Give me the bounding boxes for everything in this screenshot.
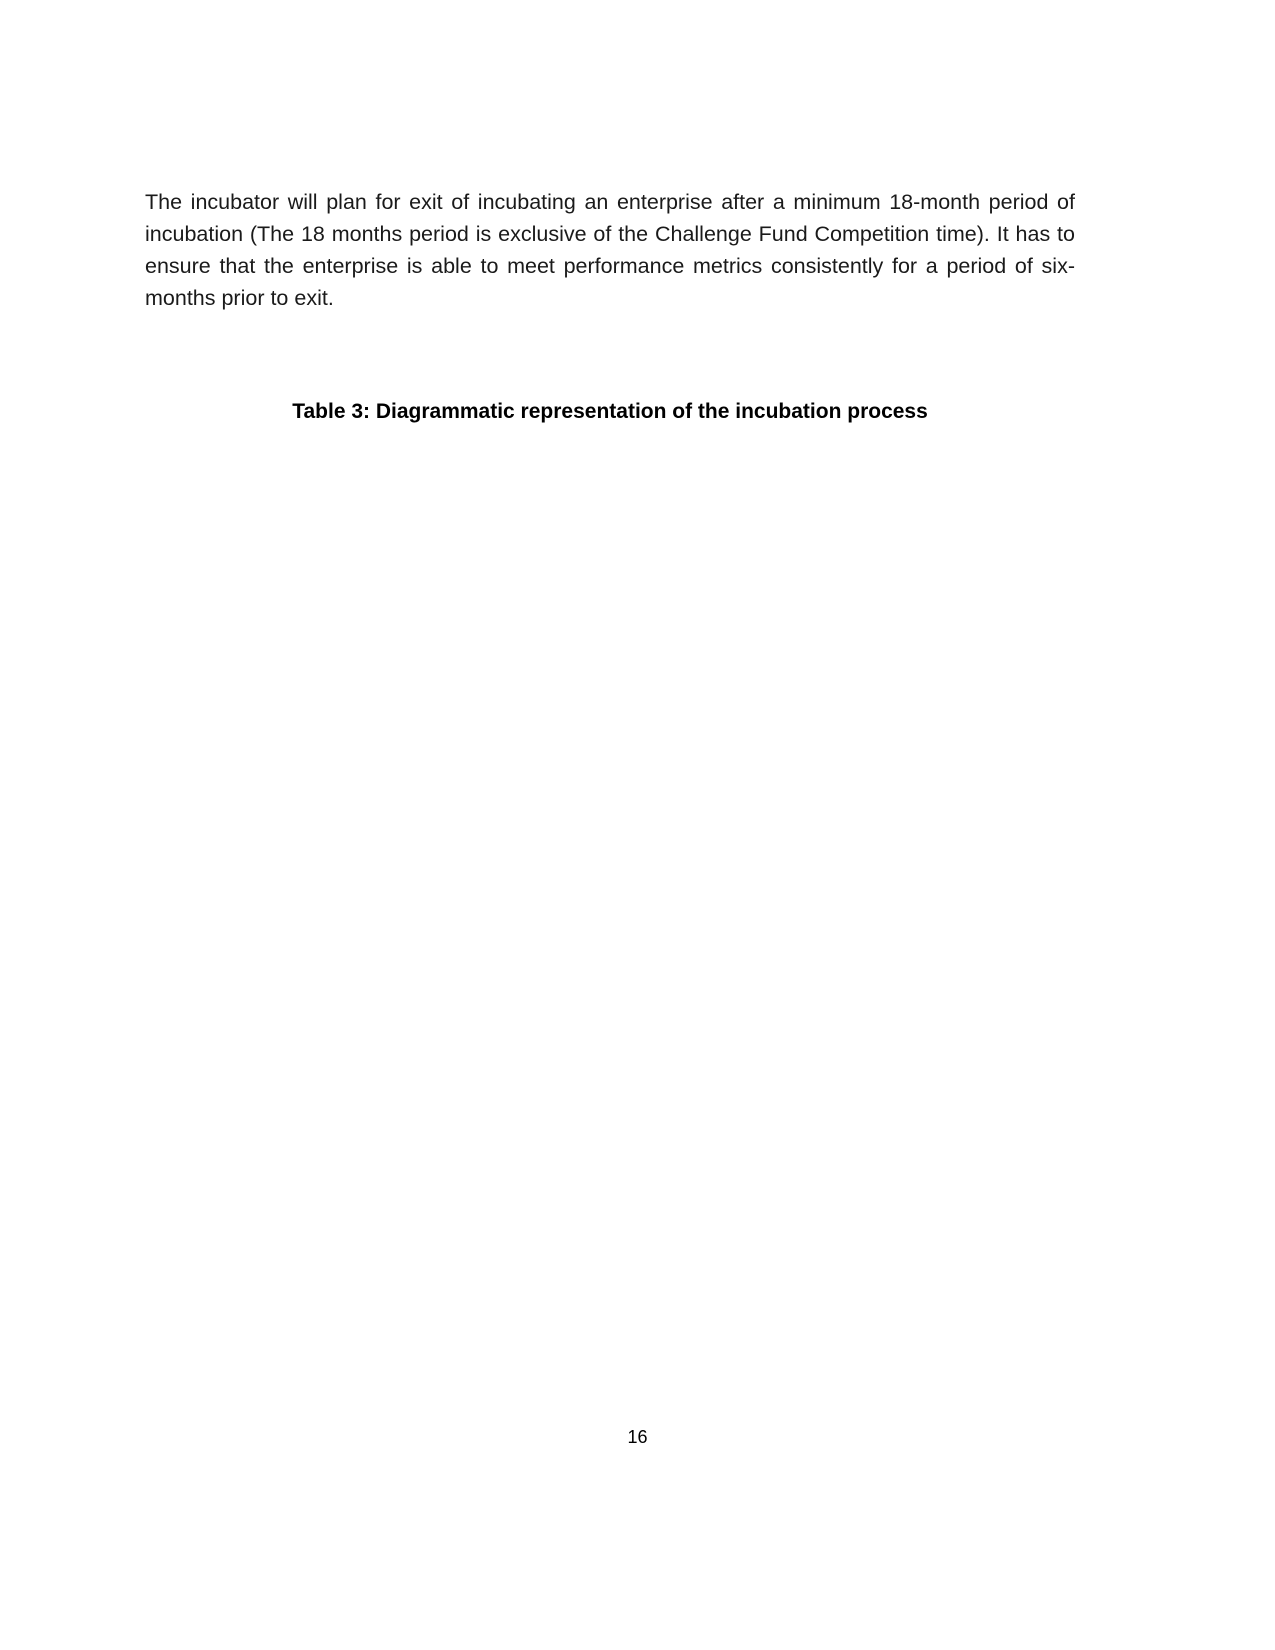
page-content (145, 186, 1075, 314)
table-caption: Table 3: Diagrammatic representation of the incubation process (292, 400, 928, 423)
page-number: 16 (627, 1427, 648, 1447)
body-paragraph: The incubator will plan for exit of incubating an enterprise after a minimum 18-month period of incubation (The 18 months period is exclusive of the Challenge Fund Competition time). It has to ensure that the enterprise is able to meet performance metrics consistently for a period of six-months prior to exit. (145, 190, 1075, 310)
